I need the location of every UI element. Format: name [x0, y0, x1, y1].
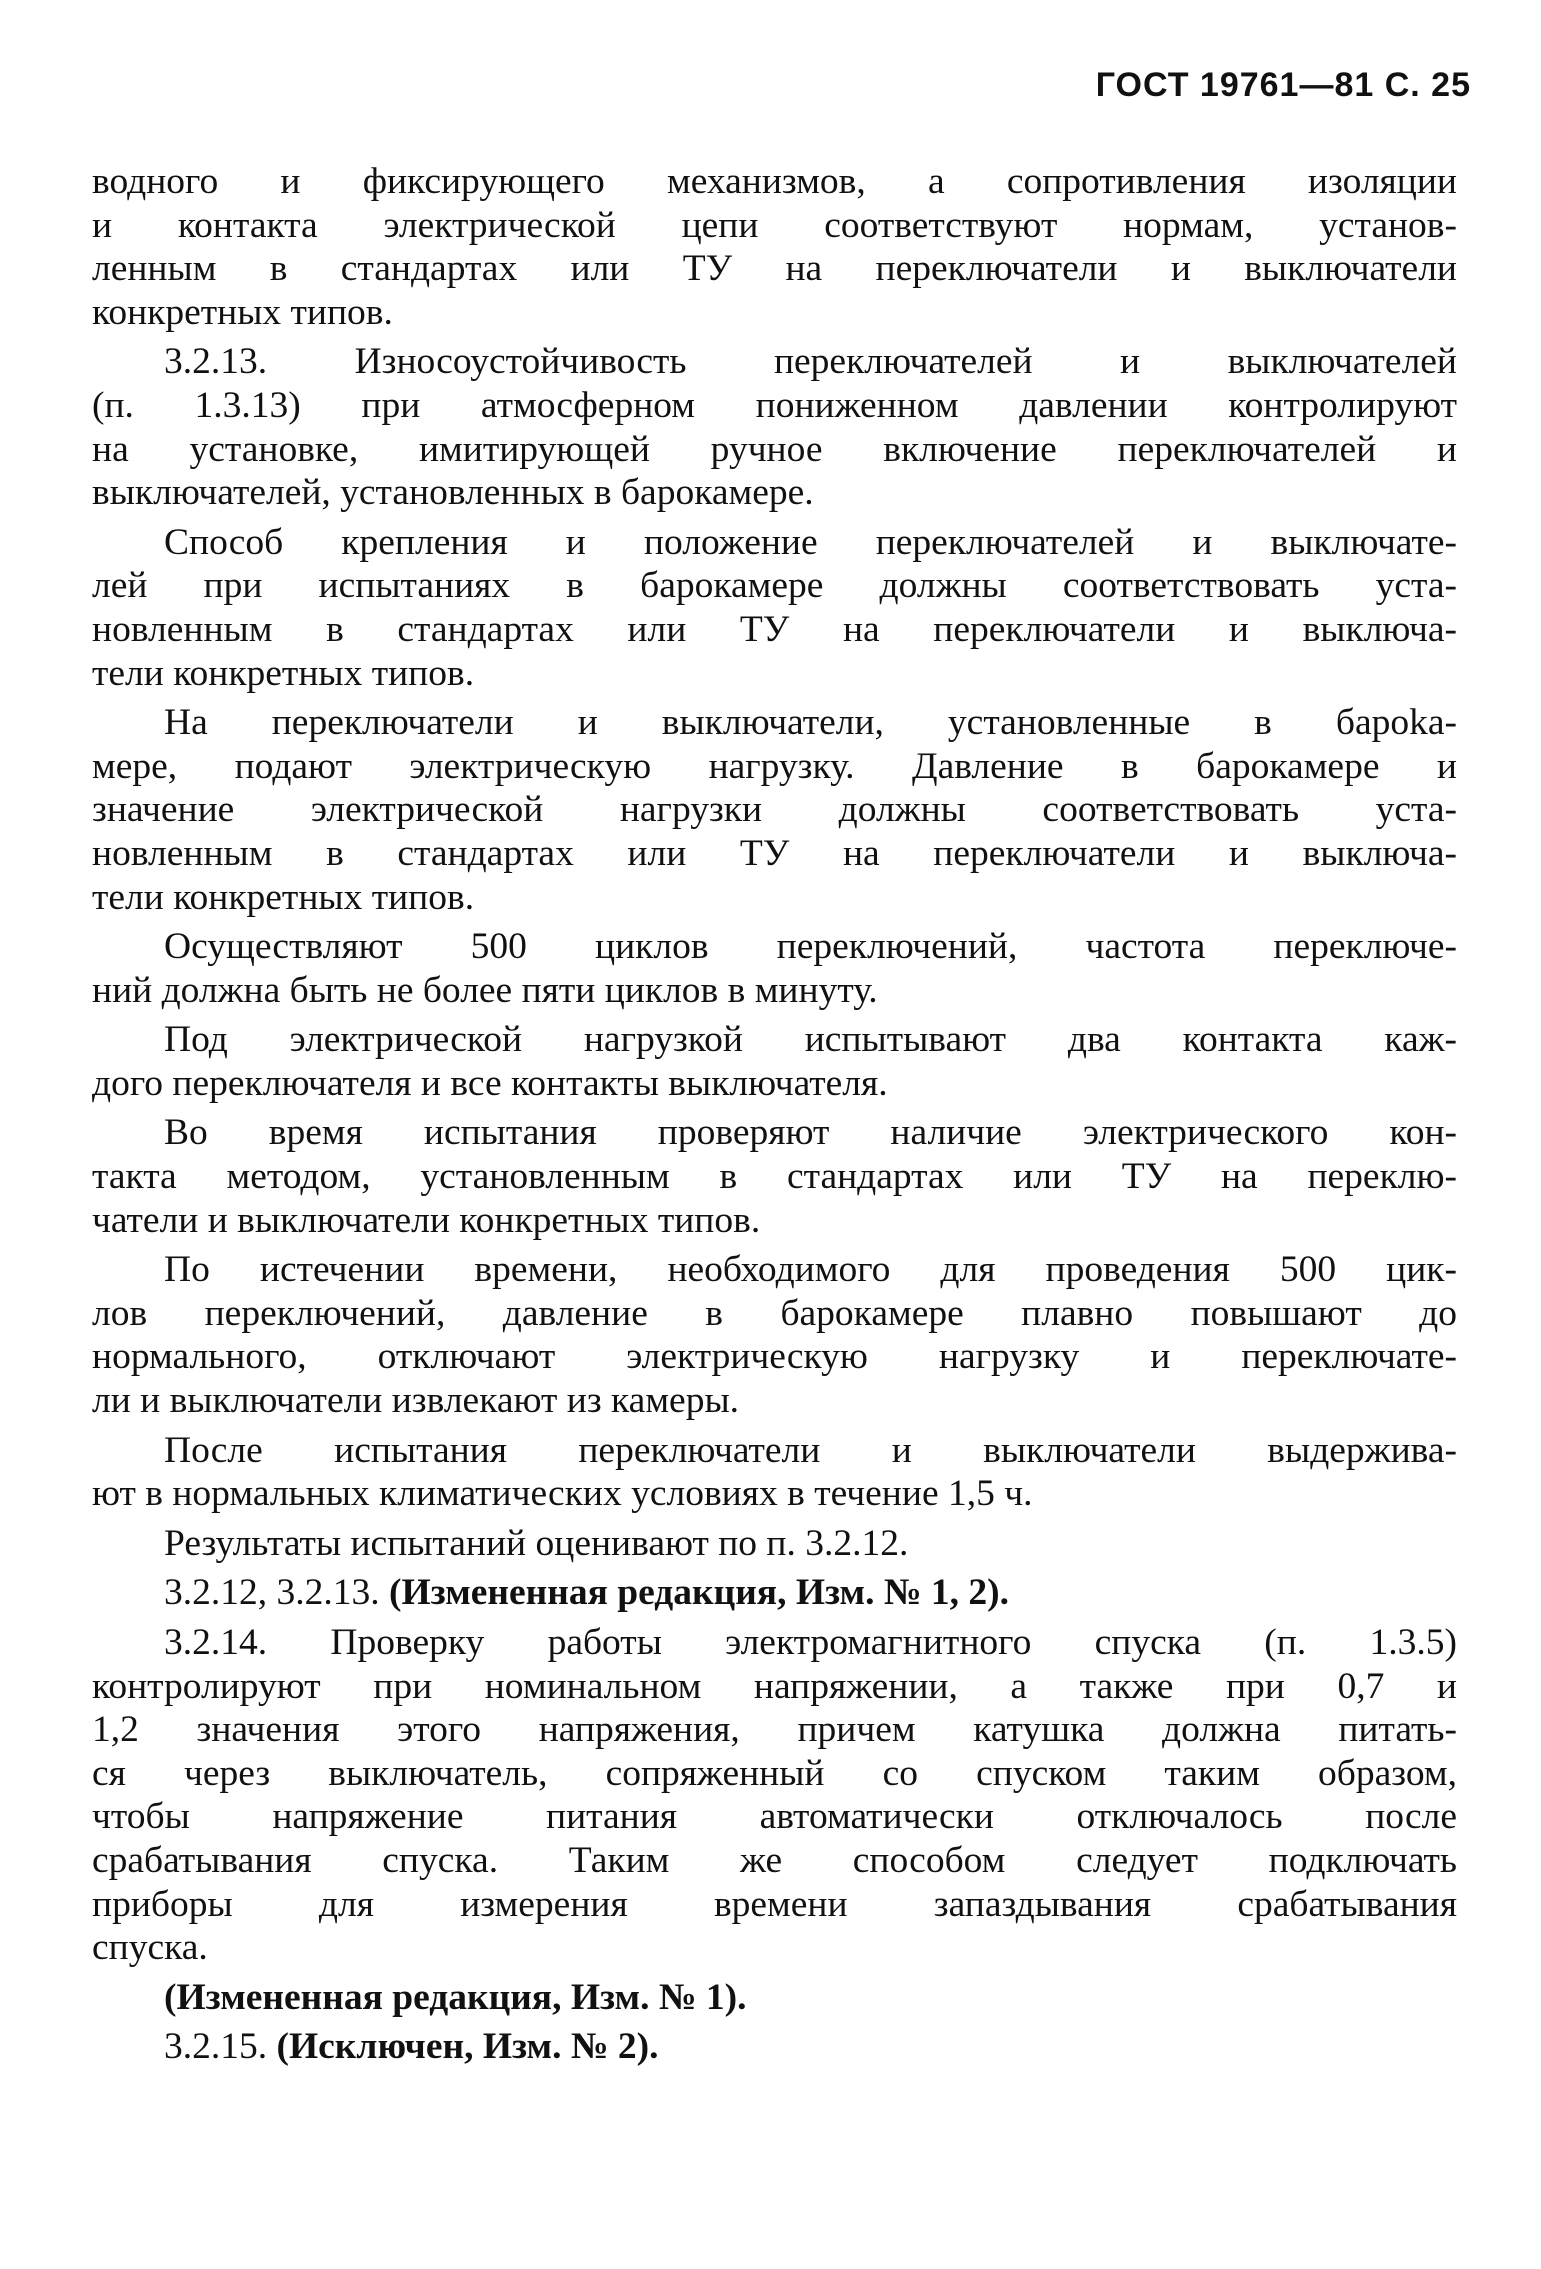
text-line: новленным в стандартах или ТУ на переключатели и выключа-	[92, 608, 1457, 650]
text-line: ленным в стандартах или ТУ на переключатели и выключатели	[92, 248, 1457, 290]
paragraph-3-2-15	[92, 2025, 1457, 2069]
paragraph	[92, 1248, 1457, 1422]
text-line: (п. 1.3.13) при атмосферном пониженном давлении контролируют	[92, 384, 1457, 426]
text-line: спуска.	[92, 1927, 208, 1969]
clause-refs: 3.2.12, 3.2.13.	[164, 1572, 380, 1614]
text-line: ний должна быть не более пяти циклов в минуту.	[92, 969, 878, 1011]
text-line: 3.2.14. Проверку работы электромагнитного спуска (п. 1.3.5)	[164, 1622, 1457, 1663]
page-header: ГОСТ 19761—81 С. 25	[1095, 66, 1471, 104]
paragraph	[92, 1522, 1457, 1566]
text-line: выключателей, установленных в барокамере.	[92, 472, 814, 514]
text-line: 1,2 значения этого напряжения, причем катушка должна питать-	[92, 1709, 1457, 1751]
text-line: На переключатели и выключатели, установленные в бароka-	[164, 702, 1457, 744]
paragraph	[92, 701, 1457, 919]
text-line: После испытания переключатели и выключатели выдержива-	[164, 1429, 1457, 1471]
text-line: лей при испытаниях в барокамере должны соответствовать уста-	[92, 565, 1457, 607]
text-line	[92, 2025, 1457, 2069]
paragraph-3-2-13	[92, 340, 1457, 514]
text-line: новленным в стандартах или ТУ на переключатели и выключа-	[92, 832, 1457, 874]
text-line: такта методом, установленным в стандартах или ТУ на переклю-	[92, 1156, 1457, 1198]
text-line: дого переключателя и все контакты выключателя.	[92, 1062, 888, 1104]
text-line: мере, подают электрическую нагрузку. Давление в барокамере и	[92, 745, 1457, 787]
text-line: Результаты испытаний оценивают по п. 3.2.12.	[164, 1522, 909, 1564]
paragraph	[92, 521, 1457, 695]
text-line: нормального, отключают электрическую нагрузку и переключате-	[92, 1336, 1457, 1378]
text-line: ли и выключатели извлекают из камеры.	[92, 1380, 740, 1422]
clause-number: 3.2.15.	[164, 2026, 268, 2068]
text-line: срабатывания спуска. Таким же способом следует подключать	[92, 1839, 1457, 1881]
text-line: контролируют при номинальном напряжении, а также при 0,7 и	[92, 1665, 1457, 1707]
text-line: тели конкретных типов.	[92, 876, 475, 918]
text-line: Во время испытания проверяют наличие электрического кон-	[164, 1112, 1457, 1154]
text-line: водного и фиксирующего механизмов, а сопротивления изоляции	[92, 161, 1457, 202]
amendment-bold: (Измененная редакция, Изм. № 1).	[164, 1976, 747, 2018]
paragraph	[92, 160, 1457, 334]
text-line: Осуществляют 500 циклов переключений, частота переключе-	[164, 926, 1457, 968]
text-line: 3.2.13. Износоустойчивость переключателей и выключателей	[164, 341, 1457, 383]
text-line: тели конкретных типов.	[92, 652, 475, 694]
text-line: По истечении времени, необходимого для проведения 500 цик-	[164, 1249, 1457, 1291]
excluded-note: (Исключен, Изм. № 2).	[276, 2026, 659, 2068]
paragraph-3-2-14	[92, 1621, 1457, 1970]
document-body	[92, 160, 1457, 2069]
text-line: чтобы напряжение питания автоматически отключалось после	[92, 1796, 1457, 1838]
text-line	[92, 1571, 1457, 1615]
amendment-note	[92, 1571, 1457, 1615]
text-line: лов переключений, давление в барокамере плавно повышают до	[92, 1292, 1457, 1334]
text-line: Способ крепления и положение переключателей и выключате-	[164, 521, 1457, 563]
amendment-bold: (Измененная редакция, Изм. № 1, 2).	[389, 1572, 1010, 1614]
amendment-note	[92, 1976, 1457, 2020]
text-line: ся через выключатель, сопряженный со спуском таким образом,	[92, 1752, 1457, 1794]
text-line: Под электрической нагрузкой испытывают два контакта каж-	[164, 1019, 1457, 1061]
paragraph	[92, 1111, 1457, 1242]
text-line: значение электрической нагрузки должны соответствовать уста-	[92, 789, 1457, 831]
text-line: ют в нормальных климатических условиях в течение 1,5 ч.	[92, 1473, 1033, 1515]
paragraph	[92, 925, 1457, 1012]
text-line: на установке, имитирующей ручное включение переключателей и	[92, 428, 1457, 470]
text-line: конкретных типов.	[92, 291, 393, 333]
text-line: и контакта электрической цепи соответствуют нормам, установ-	[92, 204, 1457, 246]
text-line: чатели и выключатели конкретных типов.	[92, 1199, 761, 1241]
paragraph	[92, 1018, 1457, 1105]
text-line: приборы для измерения времени запаздывания срабатывания	[92, 1883, 1457, 1925]
paragraph	[92, 1429, 1457, 1516]
